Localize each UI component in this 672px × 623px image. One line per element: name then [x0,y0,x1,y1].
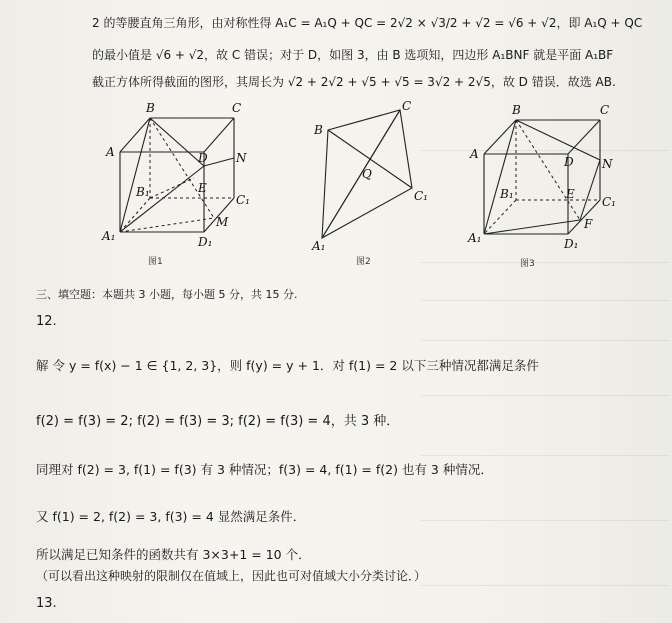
vertex-label: E [566,187,575,201]
section-heading: 三、填空题：本题共 3 小题，每小题 5 分，共 15 分. [36,288,298,301]
solution-line: 解 令 y = f(x) − 1 ∈ {1, 2, 3}，则 f(y) = y + 1．对 f(1) = 2 以下三种情况都满足条件 [36,358,539,373]
vertex-label: E [198,181,207,195]
vertex-label: C₁ [236,193,250,207]
vertex-label: N [602,157,613,171]
vertex-label: A [470,147,479,161]
vertex-label: A₁ [312,239,326,253]
bleed-through [420,300,670,301]
figure-3-cube [468,100,628,270]
solution-line: 又 f(1) = 2, f(2) = 3, f(3) = 4 显然满足条件． [36,509,306,524]
figure-caption: 图3 [520,259,535,269]
solution-line: 同理对 f(2) = 3, f(1) = f(3) 有 3 种情况；f(3) = 4, f(1) = f(2) 也有 3 种情况． [36,462,493,477]
figure-caption: 图2 [356,257,371,267]
vertex-label: B [512,103,521,117]
figure-2-unfolded [308,100,438,270]
vertex-label: D [564,155,574,169]
solution-text-line: 截正方体所得截面的图形，其周长为 √2 + 2√2 + √5 + √5 = 3√2 + 2√5，故 D 错误．故选 AB. [92,75,616,89]
vertex-label: N [236,151,247,165]
question-number: 13. [36,596,57,611]
figure-caption: 图1 [148,257,163,267]
vertex-label: D₁ [564,237,579,251]
vertex-label: C [600,103,610,117]
vertex-label: C₁ [414,189,428,203]
vertex-label: B₁ [136,185,150,199]
vertex-label: C₁ [602,195,616,209]
bleed-through [420,585,670,586]
vertex-label: C [232,101,242,115]
bleed-through [420,395,670,396]
vertex-label: A₁ [102,229,116,243]
vertex-label: A [106,145,115,159]
vertex-label: B [314,123,323,137]
solution-line: f(2) = f(3) = 2; f(2) = f(3) = 3; f(2) = f(3) = 4，共 3 种． [36,414,400,429]
vertex-label: F [584,217,593,231]
vertex-label: D₁ [198,235,213,249]
bleed-through [420,340,670,341]
solution-text-line: 的最小值是 √6 + √2，故 C 错误；对于 D，如图 3，由 B 选项知，四边形 A₁BNF 就是平面 A₁BF [92,48,614,62]
solution-line: 所以满足已知条件的函数共有 3×3+1 = 10 个． [36,547,311,562]
vertex-label: Q [362,167,372,181]
bleed-through [420,455,670,456]
vertex-label: C [402,99,412,113]
question-number: 12. [36,314,57,329]
vertex-label: B [146,101,155,115]
solution-text-line: 2 的等腰直角三角形，由对称性得 A₁C = A₁Q + QC = 2√2 × √3/2 + √2 = √6 + √2，即 A₁Q + QC [92,16,643,30]
vertex-label: A₁ [468,231,482,245]
bleed-through [420,520,670,521]
vertex-label: M [216,215,229,229]
vertex-label: D [198,151,208,165]
vertex-label: B₁ [500,187,514,201]
figure-1-cube [98,100,250,270]
solution-note: （可以看出这种映射的限制仅在值域上，因此也可对值域大小分类讨论．） [36,569,427,583]
